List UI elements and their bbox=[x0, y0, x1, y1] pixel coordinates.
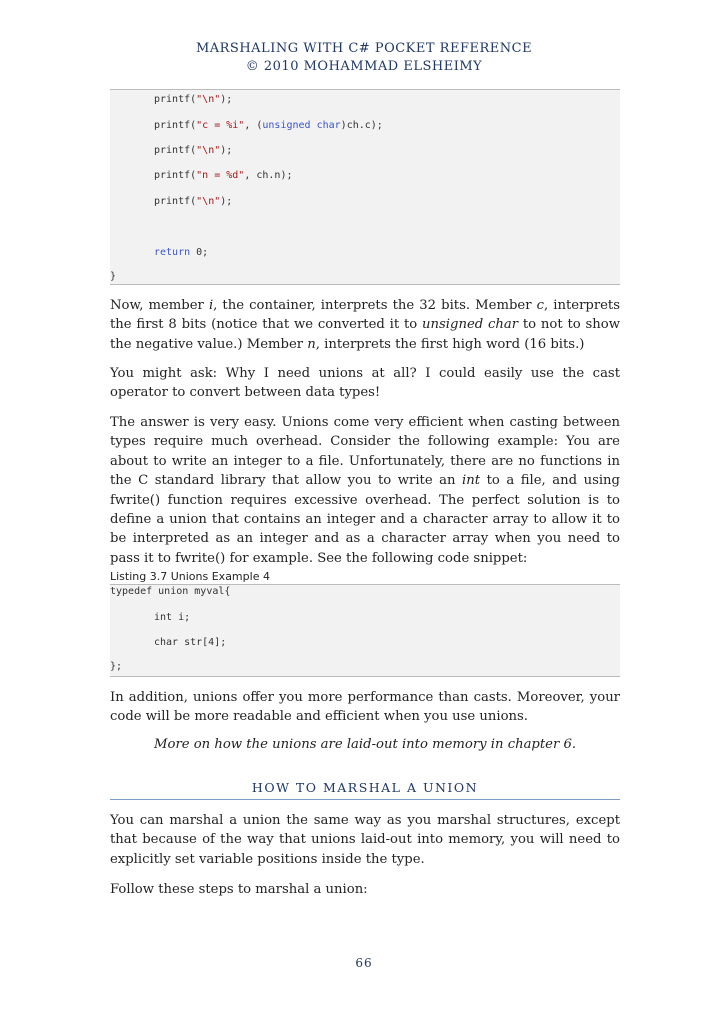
paragraph: Follow these steps to marshal a union: bbox=[110, 882, 368, 897]
code-block-2 bbox=[110, 584, 620, 677]
section-rule bbox=[110, 799, 620, 800]
listing-caption: Listing 3.7 Unions Example 4 bbox=[110, 570, 270, 583]
paragraph: You can marshal a union the same way as you marshal structures, except that because of the way that unions laid-out into memory, you will need to explicitly set variable positions inside the type. bbox=[110, 813, 620, 867]
paragraph: You might ask: Why I need unions at all? I could easily use the cast operator to convert between data types! bbox=[110, 366, 620, 401]
code-line: int i; bbox=[154, 612, 191, 623]
code-block-1 bbox=[110, 89, 620, 285]
header-title: MARSHALING WITH C# POCKET REFERENCE bbox=[195, 41, 533, 56]
code-line: printf("\n"); bbox=[154, 94, 233, 105]
paragraph: The answer is very easy. Unions come very efficient when casting between types require much overhead. Consider the following example: You are about to write an integer to a file. Unfortunately, there are no functions in the C standard library that allow you to write an int to a file, and using fwrite() function requires excessive overhead. The perfect solution is to define a union that contains an integer and a character array to allow it to be interpreted as an integer and as a character array when you need to pass it to fwrite() for example. See the following code snippet: bbox=[110, 415, 620, 566]
code-line: printf("\n"); bbox=[154, 196, 233, 207]
code-line: } bbox=[110, 271, 117, 282]
code-line: return 0; bbox=[154, 247, 209, 258]
header-copyright: © 2010 MOHAMMAD ELSHEIMY bbox=[245, 59, 483, 74]
chapter-note: More on how the unions are laid-out into memory in chapter 6. bbox=[154, 737, 577, 752]
code-line: }; bbox=[110, 661, 123, 672]
paragraph: Now, member i, the container, interprets the 32 bits. Member c, interprets the first 8 bits (notice that we converted it to unsigned char to not to show the negative value.) Member n, interprets the first high word (16 bits.) bbox=[110, 298, 621, 352]
code-line: printf("\n"); bbox=[154, 145, 233, 156]
code-line: printf("n = %d", ch.n); bbox=[154, 170, 293, 181]
running-header bbox=[0, 40, 728, 76]
section-heading: HOW TO MARSHAL A UNION bbox=[251, 780, 479, 795]
paragraph: In addition, unions offer you more performance than casts. Moreover, your code will be more readable and efficient when you use unions. bbox=[110, 690, 620, 725]
page-number: 66 bbox=[355, 956, 373, 970]
code-line: char str[4]; bbox=[154, 637, 227, 648]
code-line: typedef union myval{ bbox=[110, 586, 231, 597]
code-line: printf("c = %i", (unsigned char)ch.c); bbox=[154, 120, 383, 131]
